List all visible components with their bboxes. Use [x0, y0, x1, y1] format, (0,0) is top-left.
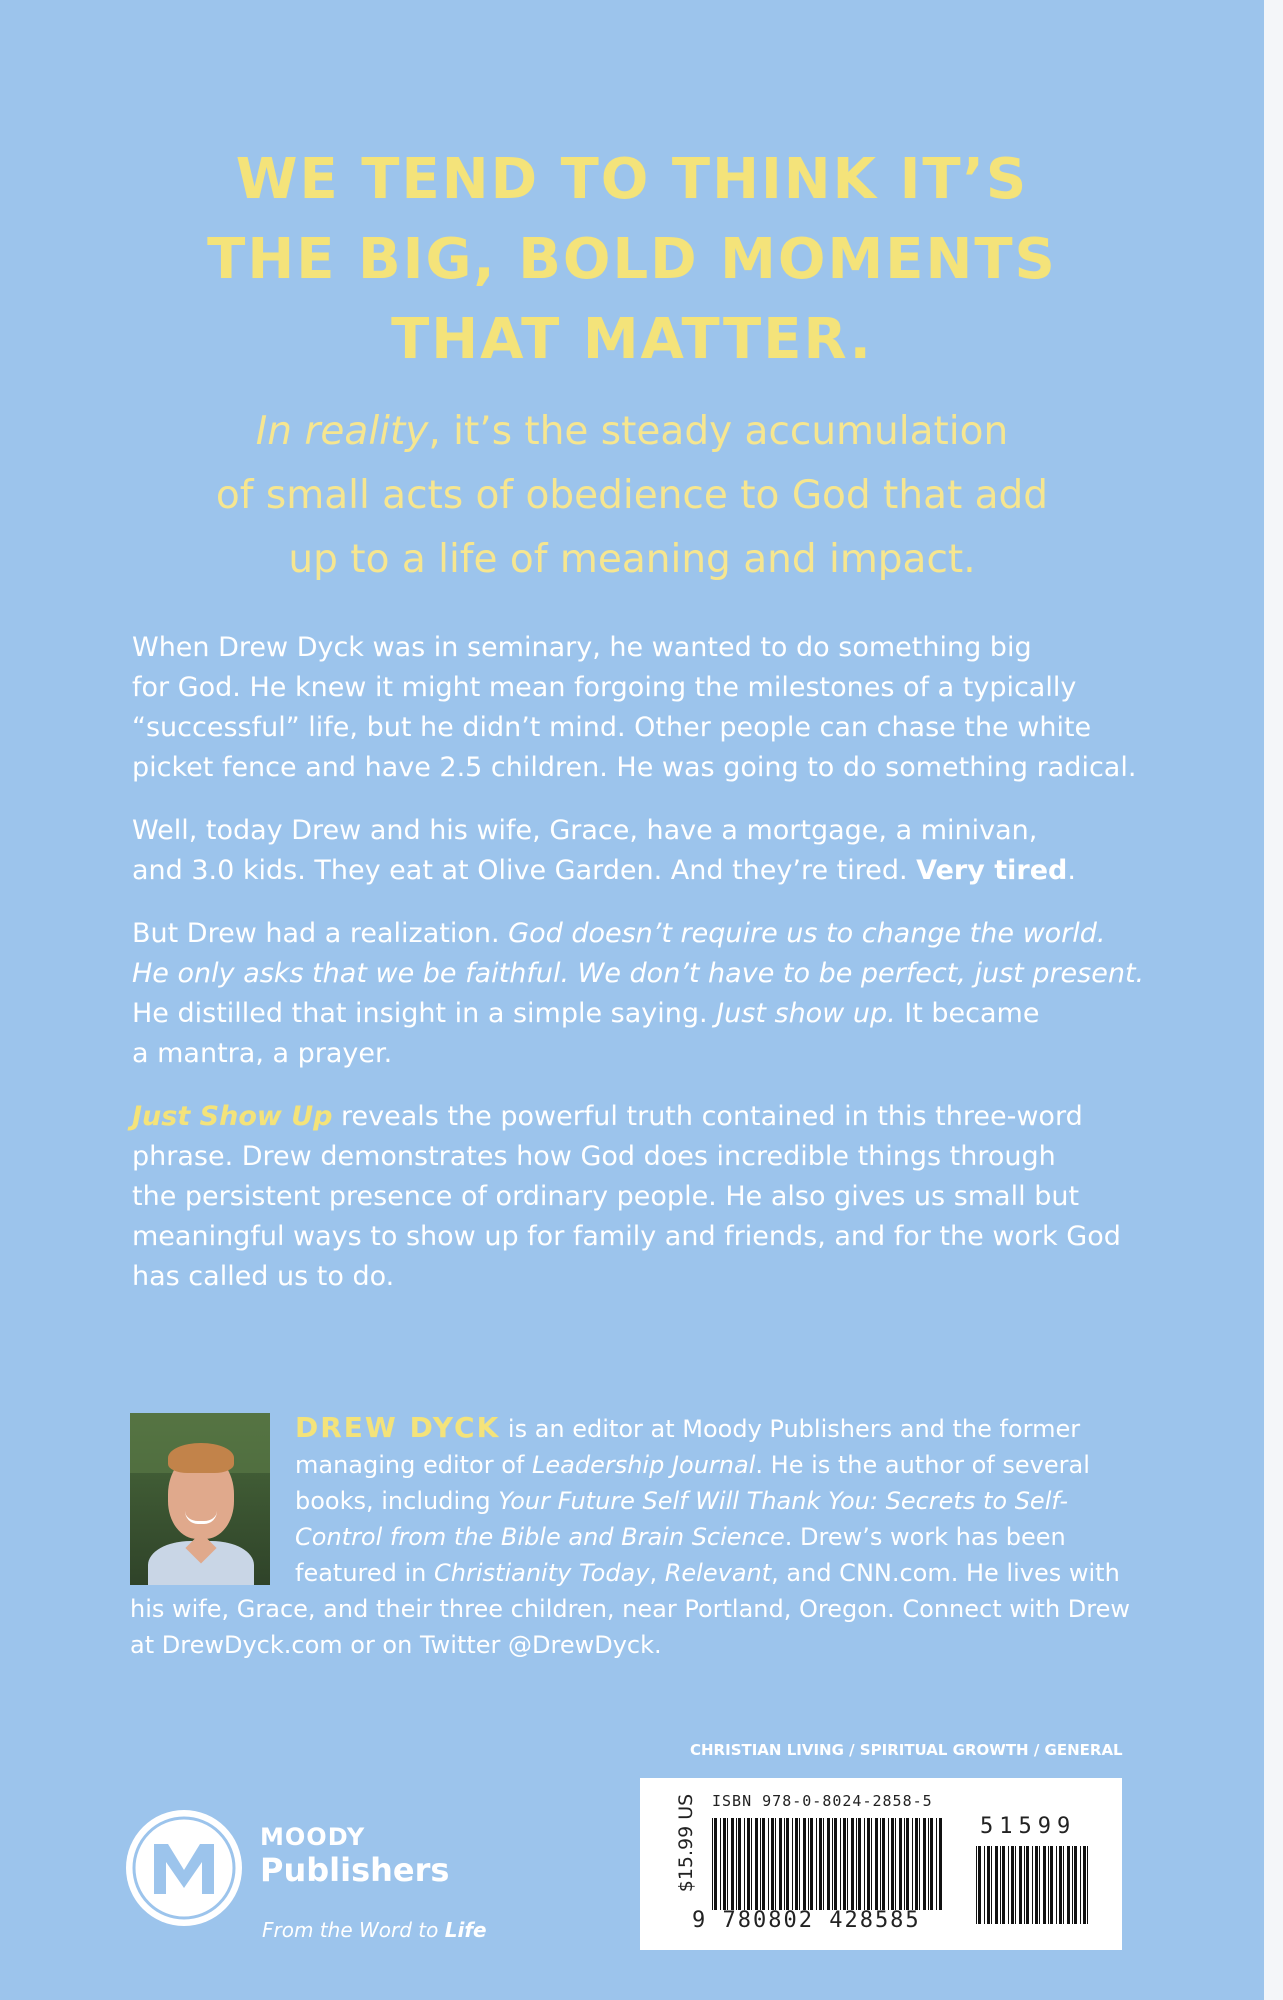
- publisher-tagline: [262, 1918, 487, 1942]
- text-span: From the Word to: [262, 1918, 445, 1942]
- italic-text: Just show up.: [716, 998, 896, 1029]
- text-line: phrase. Drew demonstrates how God does incredible things through: [132, 1141, 1056, 1172]
- publisher-line-1: MOODY: [260, 1823, 366, 1851]
- subhead-line: up to a life of meaning and impact.: [288, 537, 976, 582]
- italic-text: Control from the Bible and Brain Science: [295, 1523, 785, 1551]
- text-line: [132, 994, 1132, 1034]
- text-span: . He is the author of several: [755, 1451, 1090, 1479]
- headline: [0, 140, 1264, 380]
- italic-text: Christianity Today: [434, 1559, 650, 1587]
- text-line: has called us to do.: [132, 1261, 395, 1292]
- paragraph-2: [132, 811, 1132, 891]
- headline-line: THAT MATTER.: [391, 307, 873, 372]
- text-line: [132, 914, 1132, 954]
- isbn-digits: 9 780802 428585: [692, 1908, 921, 1933]
- bio-line: [130, 1483, 1130, 1519]
- text-line: [132, 851, 1132, 891]
- price-code-digits: 51599: [980, 1814, 1077, 1839]
- barcode-panel: [640, 1778, 1122, 1950]
- page-edge: [1264, 0, 1283, 2000]
- author-name: DREW DYCK: [295, 1411, 501, 1444]
- text-line: for God. He knew it might mean forgoing the milestones of a typically: [132, 672, 1077, 703]
- text-line: “successful” life, but he didn’t mind. Other people can chase the white: [132, 712, 1092, 743]
- text-span: .: [1067, 855, 1076, 886]
- bio-line: [130, 1555, 1130, 1591]
- text-span: It became: [895, 998, 1040, 1029]
- text-span: featured in: [295, 1559, 435, 1587]
- isbn-label: ISBN 978-0-8024-2858-5: [712, 1792, 933, 1810]
- bio-line: at DrewDyck.com or on Twitter @DrewDyck.: [130, 1631, 662, 1659]
- isbn-barcode: [712, 1818, 944, 1910]
- text-span: books, including: [295, 1487, 499, 1515]
- text-line: When Drew Dyck was in seminary, he wanted to do something big: [132, 632, 1032, 663]
- text-line: [132, 1097, 1132, 1137]
- publisher-line-2: Publishers: [260, 1851, 450, 1889]
- book-title-inline: Just Show Up: [132, 1101, 333, 1132]
- publisher-wordmark: [260, 1824, 449, 1890]
- text-span: and 3.0 kids. They eat at Olive Garden. And they’re tired.: [132, 855, 917, 886]
- bold-text: Very tired: [916, 855, 1068, 886]
- text-span: But Drew had a realization.: [132, 918, 509, 949]
- bold-text: Life: [444, 1918, 487, 1942]
- paragraph-3: [132, 914, 1145, 1074]
- text-span: is an editor at Moody Publishers and the former: [500, 1415, 1081, 1443]
- text-line: meaningful ways to show up for family and friends, and for the work God: [132, 1221, 1121, 1252]
- bio-line: [130, 1447, 1130, 1483]
- text-span: ,: [649, 1559, 665, 1587]
- bio-line: [130, 1410, 1130, 1447]
- italic-text: Your Future Self Will Thank You: Secrets to Self-: [498, 1487, 1069, 1515]
- italic-text: God doesn’t require us to change the world.: [508, 918, 1106, 949]
- subhead-line: of small acts of obedience to God that add: [215, 473, 1049, 518]
- paragraph-4: [132, 1097, 1132, 1297]
- text-line: picket fence and have 2.5 children. He was going to do something radical.: [132, 752, 1137, 783]
- category-label: CHRISTIAN LIVING / SPIRITUAL GROWTH / GENERAL: [690, 1741, 1123, 1759]
- italic-text: He only asks that we be faithful. We don’t have to be perfect, just present.: [132, 958, 1145, 989]
- text-span: reveals the powerful truth contained in this three-word: [332, 1101, 1083, 1132]
- text-line: a mantra, a prayer.: [132, 1038, 393, 1069]
- text-line: the persistent presence of ordinary people. He also gives us small but: [132, 1181, 1080, 1212]
- headline-line: THE BIG, BOLD MOMENTS: [207, 227, 1057, 292]
- italic-text: Relevant: [664, 1559, 772, 1587]
- subheadline: [0, 400, 1264, 592]
- author-bio: [130, 1410, 1130, 1663]
- description-body: [132, 628, 1145, 1320]
- subhead-text: , it’s the steady accumulation: [428, 409, 1009, 454]
- text-span: , and CNN.com. He lives with: [771, 1559, 1120, 1587]
- paragraph-1: [132, 628, 1137, 788]
- text-span: He distilled that insight in a simple saying.: [132, 998, 717, 1029]
- subhead-line: [0, 400, 1264, 464]
- bio-line: his wife, Grace, and their three children, near Portland, Oregon. Connect with Drew: [130, 1595, 1131, 1623]
- bio-line: [130, 1519, 1130, 1555]
- text-line: [132, 954, 1145, 994]
- moody-logo-icon: [122, 1806, 246, 1930]
- text-span: . Drew’s work has been: [784, 1523, 1066, 1551]
- italic-text: Leadership Journal: [532, 1451, 756, 1479]
- text-line: Well, today Drew and his wife, Grace, have a mortgage, a minivan,: [132, 815, 1038, 846]
- price-barcode: [976, 1846, 1090, 1924]
- text-span: managing editor of: [295, 1451, 532, 1479]
- price-label: $15.99 US: [675, 1793, 697, 1893]
- subhead-italic: In reality: [255, 409, 429, 454]
- headline-line: WE TEND TO THINK IT’S: [235, 147, 1029, 212]
